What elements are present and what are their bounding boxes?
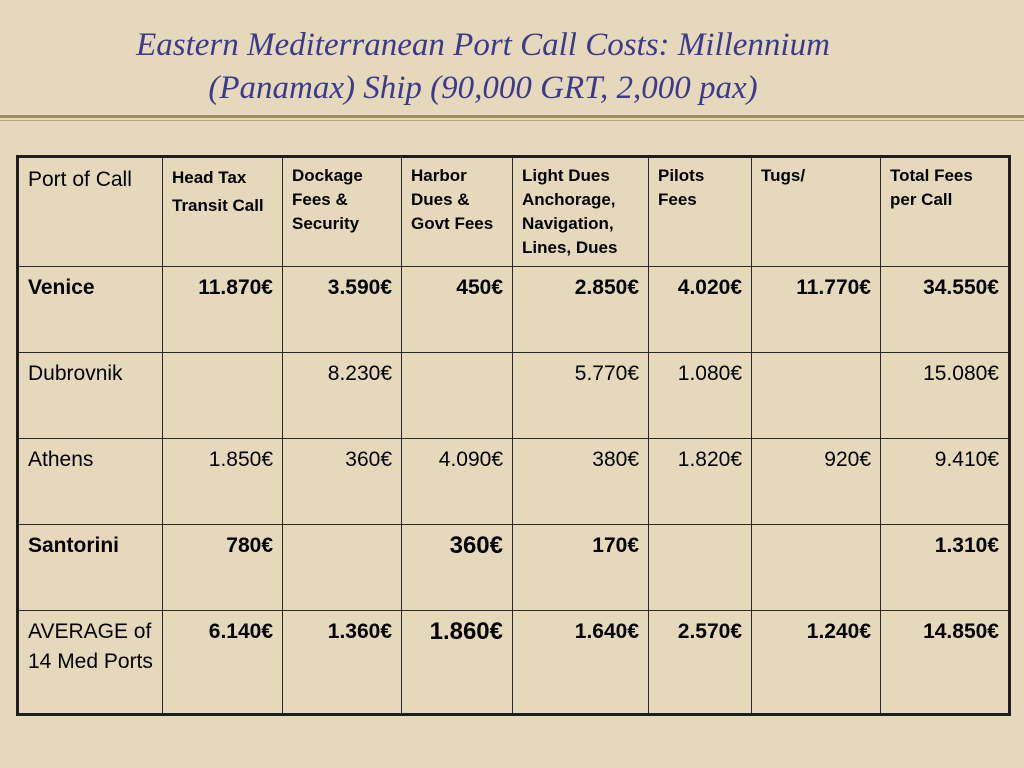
tugs-cell (752, 353, 881, 439)
port-name: Santorini (18, 525, 163, 611)
head-tax-cell: 1.850€ (163, 439, 283, 525)
title-divider-thin (0, 120, 1024, 121)
port-name: Athens (18, 439, 163, 525)
pilots-cell: 2.570€ (649, 611, 752, 715)
table-header-row (18, 157, 1010, 267)
harbor-dues-cell: 1.860€ (402, 611, 513, 715)
harbor-dues-cell: 450€ (402, 267, 513, 353)
port-name: Venice (18, 267, 163, 353)
header-harbor-dues: Harbor Dues & Govt Fees (402, 157, 513, 267)
port-name: AVERAGE of 14 Med Ports (18, 611, 163, 715)
dockage-cell (283, 525, 402, 611)
harbor-dues-cell (402, 353, 513, 439)
light-dues-cell: 5.770€ (513, 353, 649, 439)
dockage-cell: 3.590€ (283, 267, 402, 353)
title-divider (0, 115, 1024, 118)
header-dockage: Dockage Fees & Security (283, 157, 402, 267)
tugs-cell: 11.770€ (752, 267, 881, 353)
light-dues-cell: 380€ (513, 439, 649, 525)
slide-title (0, 24, 966, 110)
tugs-cell: 1.240€ (752, 611, 881, 715)
light-dues-cell: 1.640€ (513, 611, 649, 715)
tugs-cell: 920€ (752, 439, 881, 525)
table-row (18, 525, 1010, 611)
dockage-cell: 360€ (283, 439, 402, 525)
title-line-1: Eastern Mediterranean Port Call Costs: Millennium (136, 27, 830, 63)
pilots-cell (649, 525, 752, 611)
head-tax-cell: 780€ (163, 525, 283, 611)
port-name: Dubrovnik (18, 353, 163, 439)
pilots-cell: 4.020€ (649, 267, 752, 353)
head-tax-cell: 11.870€ (163, 267, 283, 353)
table-row (18, 439, 1010, 525)
title-line-2: (Panamax) Ship (90,000 GRT, 2,000 pax) (208, 70, 758, 106)
pilots-cell: 1.080€ (649, 353, 752, 439)
pilots-cell: 1.820€ (649, 439, 752, 525)
dockage-cell: 1.360€ (283, 611, 402, 715)
head-tax-cell (163, 353, 283, 439)
header-pilots: Pilots Fees (649, 157, 752, 267)
total-cell: 34.550€ (881, 267, 1010, 353)
total-cell: 14.850€ (881, 611, 1010, 715)
total-cell: 15.080€ (881, 353, 1010, 439)
tugs-cell (752, 525, 881, 611)
harbor-dues-cell: 360€ (402, 525, 513, 611)
header-tugs: Tugs/ (752, 157, 881, 267)
header-light-dues: Light Dues Anchorage, Navigation, Lines, Dues (513, 157, 649, 267)
header-head-tax (163, 157, 283, 267)
total-cell: 1.310€ (881, 525, 1010, 611)
header-port-of-call: Port of Call (18, 157, 163, 267)
head-tax-cell: 6.140€ (163, 611, 283, 715)
total-cell: 9.410€ (881, 439, 1010, 525)
light-dues-cell: 170€ (513, 525, 649, 611)
dockage-cell: 8.230€ (283, 353, 402, 439)
harbor-dues-cell: 4.090€ (402, 439, 513, 525)
header-head-tax-label: Head Tax Transit Call (172, 168, 264, 215)
light-dues-cell: 2.850€ (513, 267, 649, 353)
table-row-average (18, 611, 1010, 715)
table-row (18, 267, 1010, 353)
header-total: Total Fees per Call (881, 157, 1010, 267)
port-costs-table (16, 155, 1011, 716)
table-row (18, 353, 1010, 439)
